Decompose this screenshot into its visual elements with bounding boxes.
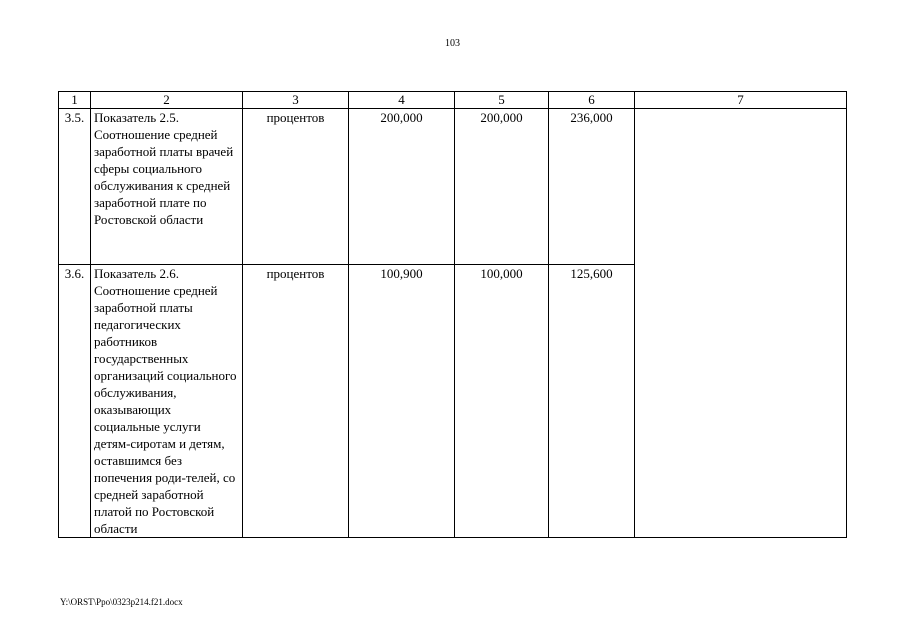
table-row: [59, 109, 847, 265]
value-col5: 200,000: [455, 109, 549, 265]
header-row: [59, 92, 847, 109]
indicator-text: Показатель 2.5. Соотношение средней заработной платы врачей сферы социального обслуживания к средней заработной плате по Ростовской области: [91, 109, 243, 265]
value-col4: 200,000: [349, 109, 455, 265]
value-col6: 125,600: [549, 265, 635, 538]
header-cell-3: 3: [243, 92, 349, 109]
header-cell-1: 1: [59, 92, 91, 109]
value-col5: 100,000: [455, 265, 549, 538]
header-cell-4: 4: [349, 92, 455, 109]
indicators-table: [58, 91, 847, 538]
value-col4: 100,900: [349, 265, 455, 538]
value-col6: 236,000: [549, 109, 635, 265]
footer-file-path: Y:\ORST\Ppo\0323p214.f21.docx: [60, 597, 183, 607]
row-number: 3.5.: [59, 109, 91, 265]
unit-cell: процентов: [243, 109, 349, 265]
header-cell-2: 2: [91, 92, 243, 109]
indicator-text: Показатель 2.6. Соотношение средней заработной платы педагогических работников государственных организаций социального обслуживания, оказывающих социальные услуги детям-сиротам и детям, оставшимся без попечения роди-телей, со средней заработной платой по Ростовской области: [91, 265, 243, 538]
unit-cell: процентов: [243, 265, 349, 538]
header-cell-6: 6: [549, 92, 635, 109]
page-number: 103: [445, 38, 460, 49]
notes-cell: [635, 109, 847, 538]
header-cell-5: 5: [455, 92, 549, 109]
row-number: 3.6.: [59, 265, 91, 538]
header-cell-7: 7: [635, 92, 847, 109]
